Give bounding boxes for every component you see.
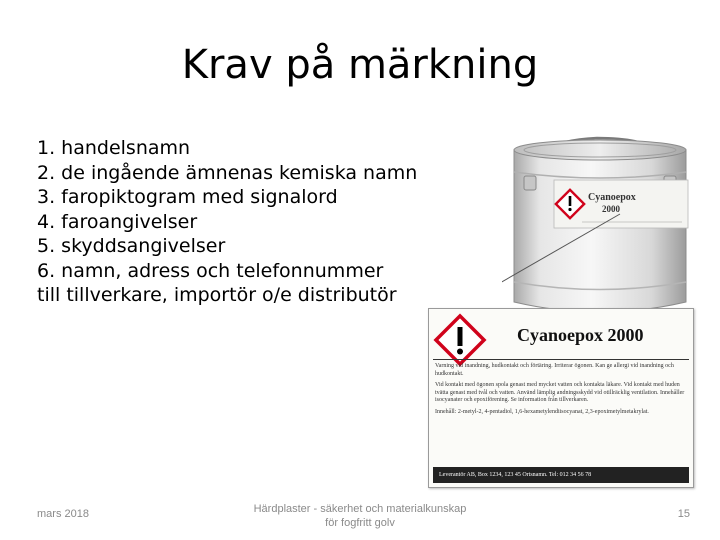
can-label-name: Cyanoepox	[588, 192, 636, 203]
list-item: 4. faroangivelser	[37, 210, 198, 233]
list-item: 5. skyddsangivelser	[37, 235, 226, 257]
footer-title-line: för fogfritt golv	[325, 517, 395, 529]
slide-title: Krav på märkning	[181, 42, 539, 88]
label-body-text	[435, 363, 687, 420]
label-supplier-footer: Leverantör AB, Box 1234, 123 45 Ortsnamn. Tel: 012 34 56 78	[433, 467, 689, 483]
footer-date: mars 2018	[37, 508, 89, 520]
paint-can-image	[502, 132, 698, 322]
page-number: 15	[677, 508, 690, 520]
label-divider	[433, 359, 689, 360]
list-item: 1. handelsnamn	[37, 137, 191, 159]
footer-title-line: Härdplaster - säkerhet och materialkunskap	[253, 503, 467, 515]
requirements-list	[37, 136, 417, 308]
list-item: 6. namn, adress och telefonnummer	[37, 259, 384, 282]
list-item: 2. de ingående ämnenas kemiska namn	[37, 161, 418, 184]
label-paragraph: Vid kontakt med ögonen spola genast med mycket vatten och kontakta läkare. Vid kontakt med huden tvätta genast med tvål och vatten. Använd lämplig andningsskydd vid otillräcklig ventilation. Innehåller isocyanater och epoxiförening. Se information från tillverkaren.	[435, 382, 685, 403]
list-item: till tillverkare, importör o/e distributör	[37, 284, 397, 306]
label-paragraph: Innehåll: 2-metyl-2, 4-pentadiol, 1,6-hexametylendiisocyanat, 2,3-epoximetylmetakrylat.	[435, 408, 649, 415]
label-paragraph: Varning vid inandning, hudkontakt och förtäring. Irriterar ögonen. Kan ge allergi vid inandning och hudkontakt.	[435, 363, 674, 377]
can-label-number: 2000	[602, 204, 620, 214]
label-product-name: Cyanoepox 2000	[517, 325, 644, 345]
label-closeup-image	[428, 308, 694, 488]
list-item: 3. faropiktogram med signalord	[37, 186, 338, 208]
exclamation-pictogram-icon	[433, 313, 489, 369]
footer-title	[238, 502, 482, 530]
